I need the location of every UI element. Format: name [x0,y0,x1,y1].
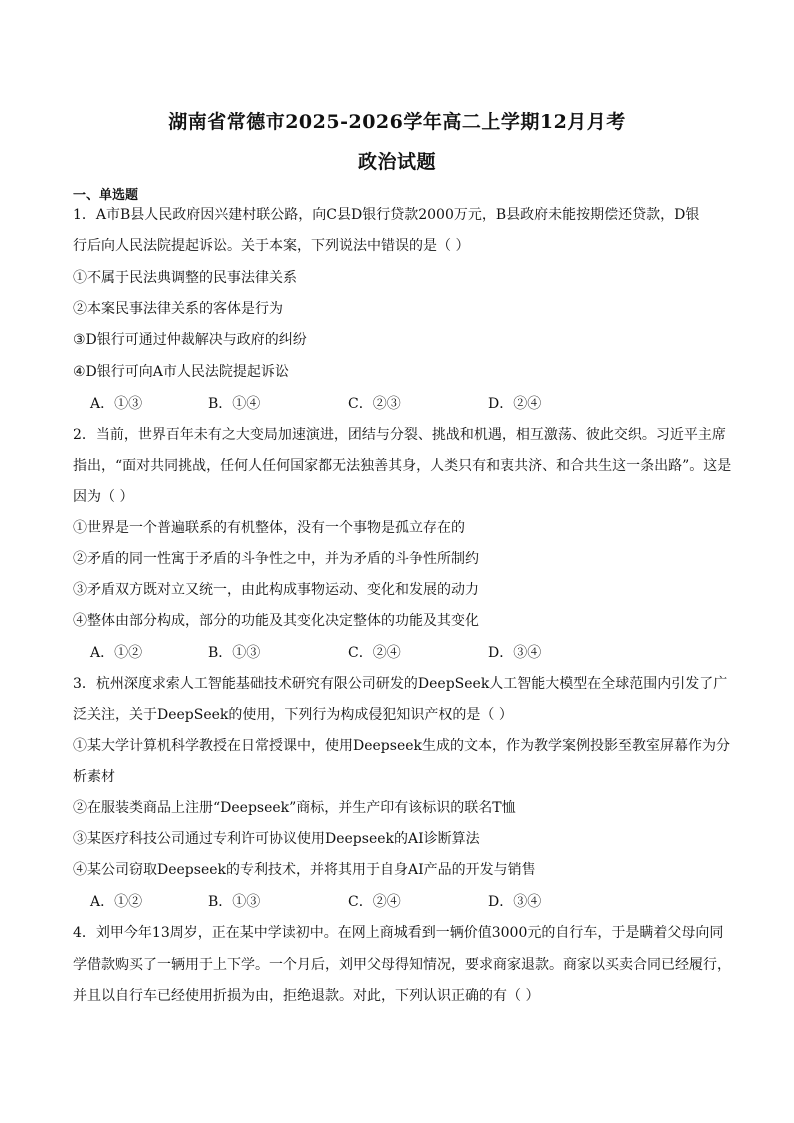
option-a: A．①③ [90,396,143,412]
question-1-choice-2: ②本案民事法律关系的客体是行为 [73,301,283,317]
question-4-line-3: 并且以自行车已经使用折损为由，拒绝退款。对此，下列认识正确的有（ ） [73,988,540,1004]
section-heading: 一、单选题 [73,188,139,203]
page-subtitle: 政治试题 [357,151,436,173]
question-3-choice-1-cont: 析素材 [73,769,115,785]
option-a: A．①② [90,645,143,661]
question-3-line-2: 泛关注，关于DeepSeek的使用，下列行为构成侵犯知识产权的是（ ） [73,707,513,723]
option-d: D．③④ [488,645,542,661]
option-d: D．③④ [488,894,542,910]
question-1-line-1: 1．A市B县人民政府因兴建村联公路，向C县D银行贷款2000万元，B县政府未能按期偿还贷款，D银 [73,207,700,223]
question-3-choice-1: ①某大学计算机科学教授在日常授课中，使用Deepseek生成的文本，作为教学案例投影至教室屏幕作为分 [73,738,730,754]
question-2-choice-3: ③矛盾双方既对立又统一，由此构成事物运动、变化和发展的动力 [73,582,479,598]
option-b: B．①④ [208,396,261,412]
question-3-choice-3: ③某医疗科技公司通过专利许可协议使用Deepseek的AI诊断算法 [73,831,480,847]
question-3-line-1: 3．杭州深度求索人工智能基础技术研究有限公司研发的DeepSeek人工智能大模型在全球范围内引发了广 [73,676,728,692]
question-1-line-2: 行后向人民法院提起诉讼。关于本案，下列说法中错误的是（ ） [73,238,470,254]
question-1-choice-3: ③D银行可通过仲裁解决与政府的纠纷 [73,332,307,348]
question-2-choice-4: ④整体由部分构成，部分的功能及其变化决定整体的功能及其变化 [73,613,479,629]
option-c: C．②④ [348,645,401,661]
question-2-line-1: 2．当前，世界百年未有之大变局加速演进，团结与分裂、挑战和机遇，相互激荡、彼此交织。习近平主席 [73,427,726,443]
question-2-choice-1: ①世界是一个普遍联系的有机整体，没有一个事物是孤立存在的 [73,520,465,536]
option-b: B．①③ [208,894,261,910]
question-1-choice-1: ①不属于民法典调整的民事法律关系 [73,270,297,286]
option-c: C．②④ [348,894,401,910]
option-a: A．①② [90,894,143,910]
question-2-line-3: 因为（ ） [73,489,134,505]
option-d: D．②④ [488,396,542,412]
question-3-choice-4: ④某公司窃取Deepseek的专利技术，并将其用于自身AI产品的开发与销售 [73,862,536,878]
question-3-choice-2: ②在服装类商品上注册“Deepseek”商标，并生产印有该标识的联名T恤 [73,800,516,816]
question-1-choice-4: ④D银行可向A市人民法院提起诉讼 [73,364,289,380]
question-2-choice-2: ②矛盾的同一性寓于矛盾的斗争性之中，并为矛盾的斗争性所制约 [73,551,479,567]
question-2-line-2: 指出，“面对共同挑战，任何人任何国家都无法独善其身，人类只有和衷共济、和合共生这一条出路”。这是 [73,458,732,474]
option-c: C．②③ [348,396,401,412]
option-b: B．①③ [208,645,261,661]
page-title: 湖南省常德市2025-2026学年高二上学期12月月考 [168,111,626,133]
question-4-line-1: 4．刘甲今年13周岁，正在某中学读初中。在网上商城看到一辆价值3000元的自行车，于是瞒着父母向同 [73,925,724,941]
question-4-line-2: 学借款购买了一辆用于上下学。一个月后，刘甲父母得知情况，要求商家退款。商家以买卖合同已经履行， [73,957,731,973]
